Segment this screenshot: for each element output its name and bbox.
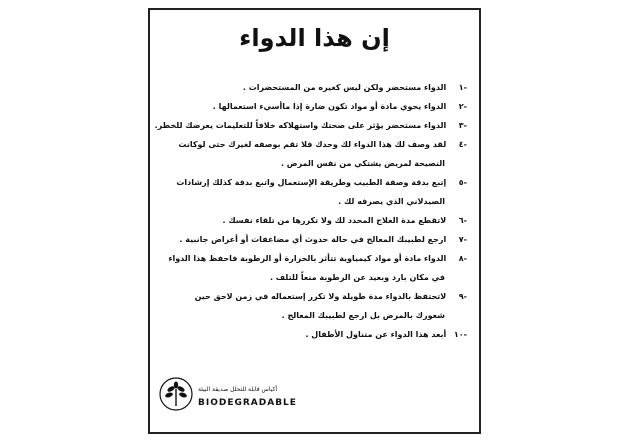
rule-number: -١ bbox=[458, 83, 467, 92]
rule-text-continued: الصيدلاني الذي يصرفه لك . bbox=[338, 197, 445, 206]
rule-text: الدواء مادة أو مواد كيمياوية تتأثر بالحرارة أو الرطوبة فاحفظ هذا الدواء bbox=[168, 254, 447, 263]
rule-1 bbox=[162, 78, 467, 97]
rule-text: لقد وصف لك هذا الدواء لك وحدك فلا تقم بوصفه لغيرك حتى لوكانت bbox=[178, 140, 447, 149]
rule-text: ارجع لطبيبك المعالج في حالة حدوث أي مضاعفات أو أعراض جانبية . bbox=[179, 235, 447, 244]
rule-6 bbox=[162, 211, 467, 230]
rule-text: لاتحتفظ بالدواء مدة طويلة ولا تكرر إستعماله في زمن لاحق حين bbox=[194, 292, 447, 301]
rule-number: -٢ bbox=[458, 102, 467, 111]
leaf-tree-icon bbox=[158, 376, 194, 412]
rule-number: -٥ bbox=[458, 178, 467, 187]
rule-number: -٧ bbox=[458, 235, 467, 244]
page-title: إن هذا الدواء bbox=[239, 24, 390, 52]
rule-text: إتبع بدقة وصفة الطبيب وطريقة الإستعمال واتبع بدقة كذلك إرشادات bbox=[176, 178, 447, 187]
biodegradable-logo bbox=[158, 376, 308, 426]
rule-7 bbox=[162, 230, 467, 249]
rule-number: -٩ bbox=[458, 292, 467, 301]
rules-list bbox=[154, 78, 467, 344]
rule-3 bbox=[154, 116, 467, 135]
logo-english-text: BIODEGRADABLE bbox=[198, 398, 297, 408]
rule-text-continued: في مكان بارد وبعيد عن الرطوبة منعاً للتلف . bbox=[269, 273, 445, 282]
rule-number: -٤ bbox=[458, 140, 467, 149]
leaflet-sheet bbox=[148, 8, 481, 434]
rule-text: الدواء يحوي مادة أو مواد تكون ضارة إذا ماأسيء استعمالها . bbox=[212, 102, 447, 111]
rule-8 bbox=[162, 249, 467, 287]
rule-5 bbox=[162, 173, 467, 211]
rule-number: -١٠ bbox=[453, 330, 467, 339]
rule-text: الدواء مستحضر ولكن ليس كغيره من المستحضرات . bbox=[242, 83, 447, 92]
rule-text: أبعد هذا الدواء عن متناول الأطفال . bbox=[305, 330, 447, 339]
rule-text-continued: شعورك بالمرض بل ارجع لطبيبك المعالج . bbox=[281, 311, 445, 320]
rule-text: لاتقطع مدة العلاج المحدد لك ولا تكررها من تلقاء نفسك . bbox=[222, 216, 447, 225]
rule-number: -٦ bbox=[458, 216, 467, 225]
rule-9 bbox=[162, 287, 467, 325]
rule-2 bbox=[162, 97, 467, 116]
rule-number: -٣ bbox=[458, 121, 467, 130]
rule-10 bbox=[162, 325, 467, 344]
rule-4 bbox=[162, 135, 467, 173]
rule-text: الدواء مستحضر يؤثر على صحتك واستهلاكه خلافاً للتعليمات يعرضك للخطر. bbox=[154, 121, 447, 130]
rule-text-continued: النصيحة لمريض يشتكي من نفس المرض . bbox=[280, 159, 445, 168]
rule-number: -٨ bbox=[458, 254, 467, 263]
logo-arabic-text: أكياس قابلة للتحلل صديقة البيئة bbox=[198, 386, 278, 393]
